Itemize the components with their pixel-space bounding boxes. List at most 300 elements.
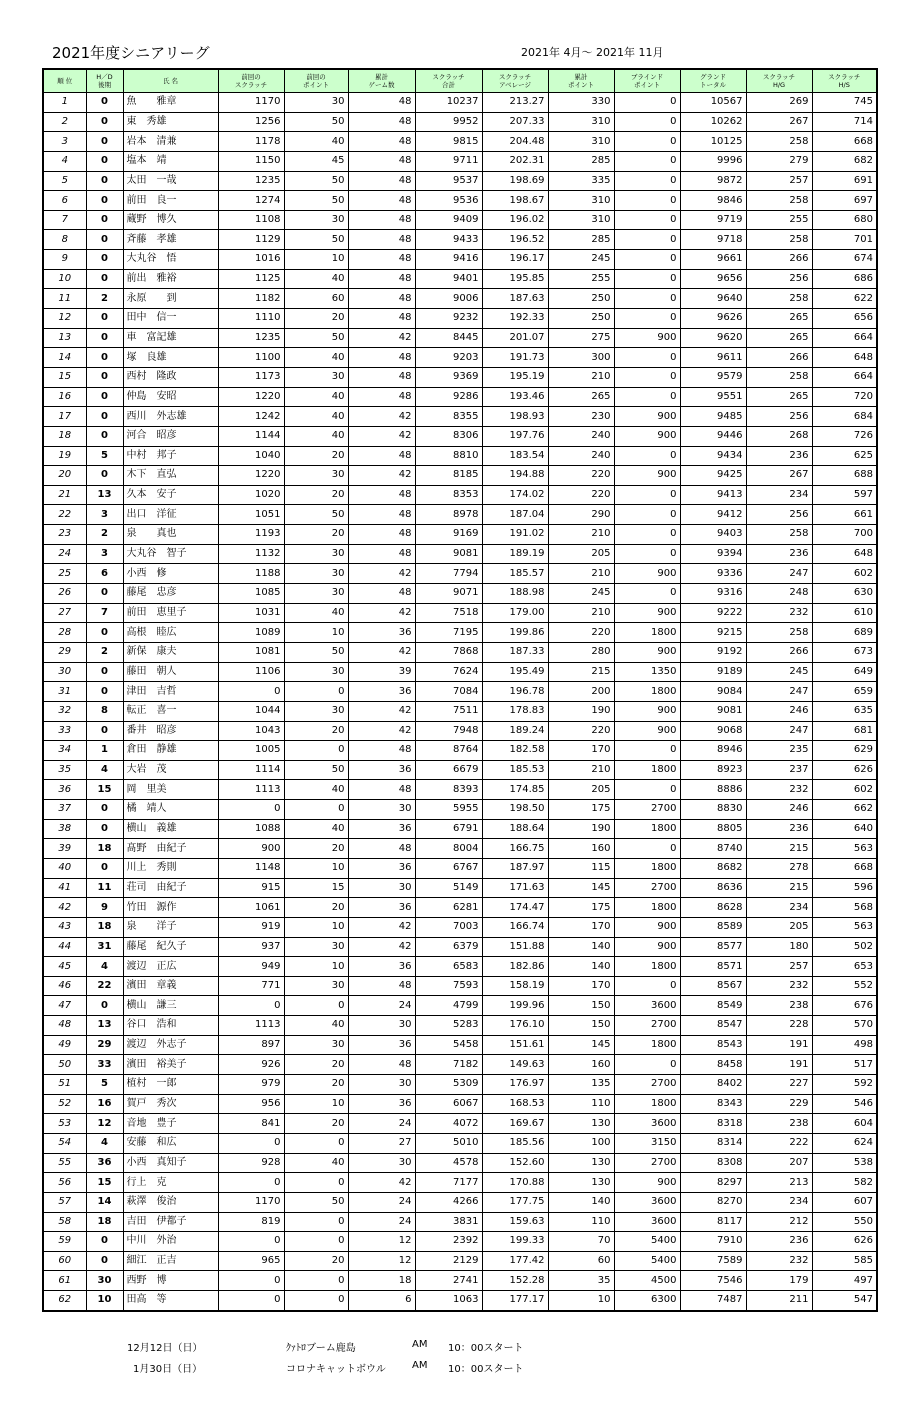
table-cell: 8185: [415, 466, 482, 486]
table-cell: 169.67: [482, 1114, 548, 1134]
table-cell: 1235: [218, 328, 284, 348]
table-cell: 310: [548, 210, 614, 230]
table-cell: 8886: [680, 780, 746, 800]
table-cell: 9084: [680, 682, 746, 702]
table-cell: 8571: [680, 957, 746, 977]
table-cell: 176.97: [482, 1075, 548, 1095]
table-cell: 塩本 靖: [123, 151, 218, 171]
table-cell: 0: [86, 858, 123, 878]
table-cell: 245: [746, 662, 812, 682]
table-cell: 50: [284, 1192, 348, 1212]
table-cell: 182.58: [482, 741, 548, 761]
table-cell: 179: [746, 1271, 812, 1291]
table-cell: 8636: [680, 878, 746, 898]
table-cell: 61: [43, 1271, 86, 1291]
table-cell: 191: [746, 1055, 812, 1075]
table-cell: 232: [746, 603, 812, 623]
table-cell: 9996: [680, 151, 746, 171]
table-cell: 0: [86, 93, 123, 113]
table-cell: 130: [548, 1114, 614, 1134]
table-cell: 西村 隆政: [123, 367, 218, 387]
table-cell: 10: [284, 250, 348, 270]
table-cell: 9068: [680, 721, 746, 741]
table-row: [43, 1192, 877, 1212]
table-cell: 220: [548, 485, 614, 505]
table-cell: 23: [43, 525, 86, 545]
table-cell: 9718: [680, 230, 746, 250]
column-header: 前回の ポイント: [284, 69, 348, 93]
table-cell: 185.57: [482, 564, 548, 584]
table-row: [43, 1291, 877, 1311]
table-cell: 4: [86, 760, 123, 780]
table-cell: 0: [86, 210, 123, 230]
table-cell: 42: [348, 603, 415, 623]
table-cell: 310: [548, 112, 614, 132]
table-cell: 552: [812, 976, 877, 996]
table-cell: 1040: [218, 446, 284, 466]
table-cell: 24: [348, 1192, 415, 1212]
table-cell: 0: [614, 525, 680, 545]
table-cell: 3: [86, 505, 123, 525]
table-cell: 0: [86, 662, 123, 682]
table-cell: 9815: [415, 132, 482, 152]
table-cell: 900: [614, 426, 680, 446]
table-cell: 640: [812, 819, 877, 839]
table-cell: 0: [218, 1271, 284, 1291]
table-cell: 5955: [415, 800, 482, 820]
table-cell: 238: [746, 996, 812, 1016]
page-title: 2021年度シニアリーグ: [52, 44, 210, 62]
table-cell: 40: [284, 780, 348, 800]
table-cell: 668: [812, 132, 877, 152]
table-cell: 1800: [614, 819, 680, 839]
table-cell: 1129: [218, 230, 284, 250]
table-row: [43, 485, 877, 505]
table-cell: 48: [348, 269, 415, 289]
table-cell: 174.02: [482, 485, 548, 505]
table-cell: 204.48: [482, 132, 548, 152]
table-cell: 渡辺 正広: [123, 957, 218, 977]
table-cell: 9952: [415, 112, 482, 132]
table-cell: 18: [86, 1212, 123, 1232]
table-cell: 7589: [680, 1251, 746, 1271]
table-cell: 1113: [218, 780, 284, 800]
table-cell: 198.67: [482, 191, 548, 211]
table-cell: 10262: [680, 112, 746, 132]
table-cell: 5: [43, 171, 86, 191]
table-cell: 258: [746, 132, 812, 152]
table-cell: 175: [548, 898, 614, 918]
table-cell: 629: [812, 741, 877, 761]
table-cell: 29: [43, 642, 86, 662]
table-cell: 130: [548, 1173, 614, 1193]
table-cell: 0: [284, 1212, 348, 1232]
table-cell: 900: [614, 603, 680, 623]
table-cell: 9081: [415, 544, 482, 564]
table-cell: 280: [548, 642, 614, 662]
table-cell: 949: [218, 957, 284, 977]
table-cell: 635: [812, 701, 877, 721]
table-cell: 900: [614, 642, 680, 662]
table-cell: 290: [548, 505, 614, 525]
table-cell: 212: [746, 1212, 812, 1232]
table-cell: 187.97: [482, 858, 548, 878]
table-cell: 田高 等: [123, 1291, 218, 1311]
table-cell: 8353: [415, 485, 482, 505]
table-cell: 50: [284, 642, 348, 662]
table-row: [43, 682, 877, 702]
table-cell: 30: [86, 1271, 123, 1291]
table-cell: 9413: [680, 485, 746, 505]
table-cell: 196.17: [482, 250, 548, 270]
table-cell: 48: [348, 485, 415, 505]
table-cell: 42: [43, 898, 86, 918]
table-cell: 1044: [218, 701, 284, 721]
table-cell: 198.93: [482, 407, 548, 427]
table-cell: 604: [812, 1114, 877, 1134]
table-cell: 150: [548, 996, 614, 1016]
table-cell: 30: [284, 937, 348, 957]
table-cell: 11: [43, 289, 86, 309]
table-cell: 0: [86, 407, 123, 427]
table-cell: 30: [43, 662, 86, 682]
table-row: [43, 957, 877, 977]
table-cell: 20: [284, 1251, 348, 1271]
table-cell: 220: [548, 623, 614, 643]
table-cell: 8402: [680, 1075, 746, 1095]
table-cell: 196.02: [482, 210, 548, 230]
table-cell: 9485: [680, 407, 746, 427]
table-cell: 津田 吉哲: [123, 682, 218, 702]
table-cell: 1173: [218, 367, 284, 387]
table-cell: 230: [548, 407, 614, 427]
table-cell: 8297: [680, 1173, 746, 1193]
table-cell: 682: [812, 151, 877, 171]
table-cell: 1114: [218, 760, 284, 780]
table-cell: 234: [746, 898, 812, 918]
table-cell: 152.28: [482, 1271, 548, 1291]
table-cell: 624: [812, 1133, 877, 1153]
table-cell: 5400: [614, 1251, 680, 1271]
table-cell: 135: [548, 1075, 614, 1095]
table-cell: 648: [812, 544, 877, 564]
table-cell: 0: [614, 112, 680, 132]
table-cell: 24: [348, 996, 415, 1016]
table-cell: 8: [43, 230, 86, 250]
table-cell: 24: [348, 1114, 415, 1134]
table-cell: 664: [812, 328, 877, 348]
table-cell: 9620: [680, 328, 746, 348]
table-cell: 濱田 章義: [123, 976, 218, 996]
table-cell: 20: [284, 839, 348, 859]
table-row: [43, 1094, 877, 1114]
table-cell: 9006: [415, 289, 482, 309]
table-cell: 1800: [614, 623, 680, 643]
table-cell: 2700: [614, 1016, 680, 1036]
table-cell: 150: [548, 1016, 614, 1036]
table-cell: 48: [348, 387, 415, 407]
table-cell: 1274: [218, 191, 284, 211]
table-cell: 10: [86, 1291, 123, 1311]
table-cell: 59: [43, 1232, 86, 1252]
table-cell: 0: [86, 250, 123, 270]
table-cell: 210: [548, 367, 614, 387]
table-cell: 237: [746, 760, 812, 780]
table-cell: 198.69: [482, 171, 548, 191]
table-cell: 174.85: [482, 780, 548, 800]
table-cell: 9661: [680, 250, 746, 270]
table-cell: 149.63: [482, 1055, 548, 1075]
table-cell: 0: [614, 1055, 680, 1075]
table-cell: 20: [284, 309, 348, 329]
table-cell: 20: [284, 446, 348, 466]
table-cell: 斉藤 孝雄: [123, 230, 218, 250]
table-cell: 40: [284, 348, 348, 368]
table-row: [43, 701, 877, 721]
table-cell: 0: [614, 269, 680, 289]
table-cell: 2: [86, 642, 123, 662]
table-cell: 648: [812, 348, 877, 368]
column-header: スクラッチ アベレージ: [482, 69, 548, 93]
table-cell: 151.88: [482, 937, 548, 957]
table-cell: 900: [614, 1173, 680, 1193]
table-cell: 7624: [415, 662, 482, 682]
table-cell: 6679: [415, 760, 482, 780]
table-cell: 33: [86, 1055, 123, 1075]
table-cell: 9169: [415, 525, 482, 545]
table-cell: 267: [746, 112, 812, 132]
table-cell: 1193: [218, 525, 284, 545]
column-header: 累計 ポイント: [548, 69, 614, 93]
table-cell: 100: [548, 1133, 614, 1153]
table-cell: 音地 豊子: [123, 1114, 218, 1134]
table-cell: 9316: [680, 584, 746, 604]
table-cell: 205: [548, 780, 614, 800]
table-cell: 42: [348, 426, 415, 446]
table-cell: 45: [284, 151, 348, 171]
table-cell: 8764: [415, 741, 482, 761]
table-cell: 木下 直弘: [123, 466, 218, 486]
table-cell: 8314: [680, 1133, 746, 1153]
table-cell: 210: [548, 525, 614, 545]
table-row: [43, 544, 877, 564]
table-cell: 2700: [614, 878, 680, 898]
table-cell: 0: [614, 289, 680, 309]
table-cell: 48: [348, 584, 415, 604]
table-cell: 倉田 静雄: [123, 741, 218, 761]
table-cell: 3: [43, 132, 86, 152]
table-cell: 269: [746, 93, 812, 113]
table-cell: 7182: [415, 1055, 482, 1075]
table-cell: 1170: [218, 1192, 284, 1212]
table-cell: 656: [812, 309, 877, 329]
table-cell: 0: [218, 1232, 284, 1252]
table-cell: 210: [548, 564, 614, 584]
table-cell: 8393: [415, 780, 482, 800]
table-cell: 183.54: [482, 446, 548, 466]
table-cell: 211: [746, 1291, 812, 1311]
table-cell: 130: [548, 1153, 614, 1173]
column-header: スクラッチ 合計: [415, 69, 482, 93]
table-row: [43, 309, 877, 329]
table-row: [43, 269, 877, 289]
table-row: [43, 760, 877, 780]
period-range: 2021年 4月～ 2021年 11月: [521, 46, 664, 59]
table-row: [43, 1153, 877, 1173]
table-cell: 9719: [680, 210, 746, 230]
table-cell: 160: [548, 839, 614, 859]
table-cell: 7593: [415, 976, 482, 996]
table-cell: 199.96: [482, 996, 548, 1016]
table-row: [43, 917, 877, 937]
table-cell: 1800: [614, 1094, 680, 1114]
table-cell: 5010: [415, 1133, 482, 1153]
table-row: [43, 642, 877, 662]
table-cell: 210: [548, 603, 614, 623]
table-row: [43, 328, 877, 348]
table-cell: 335: [548, 171, 614, 191]
table-cell: 0: [614, 741, 680, 761]
table-cell: 0: [86, 191, 123, 211]
table-cell: 42: [348, 466, 415, 486]
table-cell: 900: [614, 917, 680, 937]
table-cell: 0: [614, 485, 680, 505]
table-cell: 45: [43, 957, 86, 977]
table-cell: 30: [348, 1075, 415, 1095]
table-cell: 9232: [415, 309, 482, 329]
table-cell: 藤尾 紀久子: [123, 937, 218, 957]
table-cell: 44: [43, 937, 86, 957]
table-cell: 6281: [415, 898, 482, 918]
table-cell: 1061: [218, 898, 284, 918]
table-cell: 8830: [680, 800, 746, 820]
column-header: H／D 後期: [86, 69, 123, 93]
table-cell: 268: [746, 426, 812, 446]
table-cell: 42: [348, 564, 415, 584]
table-cell: 番井 昭彦: [123, 721, 218, 741]
table-cell: 266: [746, 348, 812, 368]
table-cell: 8117: [680, 1212, 746, 1232]
table-cell: 50: [284, 230, 348, 250]
table-cell: 8306: [415, 426, 482, 446]
table-cell: 236: [746, 1232, 812, 1252]
table-cell: 9872: [680, 171, 746, 191]
table-cell: 36: [348, 858, 415, 878]
table-cell: 7003: [415, 917, 482, 937]
table-cell: 西川 外志雄: [123, 407, 218, 427]
table-cell: 915: [218, 878, 284, 898]
table-cell: 9401: [415, 269, 482, 289]
table-cell: 12: [348, 1232, 415, 1252]
table-cell: 201.07: [482, 328, 548, 348]
table-cell: 55: [43, 1153, 86, 1173]
table-cell: 岡 里美: [123, 780, 218, 800]
table-cell: 萩澤 俊治: [123, 1192, 218, 1212]
table-cell: 4500: [614, 1271, 680, 1291]
table-cell: 0: [86, 819, 123, 839]
table-cell: 9656: [680, 269, 746, 289]
table-row: [43, 426, 877, 446]
table-cell: 234: [746, 485, 812, 505]
table-cell: 668: [812, 858, 877, 878]
table-cell: 9536: [415, 191, 482, 211]
table-cell: 236: [746, 544, 812, 564]
table-cell: 215: [548, 662, 614, 682]
table-cell: 267: [746, 466, 812, 486]
table-cell: 198.50: [482, 800, 548, 820]
table-cell: 7: [86, 603, 123, 623]
table-cell: 0: [284, 800, 348, 820]
table-cell: 182.86: [482, 957, 548, 977]
table-cell: 谷口 浩和: [123, 1016, 218, 1036]
table-cell: 626: [812, 760, 877, 780]
table-cell: 110: [548, 1212, 614, 1232]
table-row: [43, 662, 877, 682]
table-cell: 18: [43, 426, 86, 446]
table-cell: 502: [812, 937, 877, 957]
table-cell: 266: [746, 250, 812, 270]
table-cell: 50: [284, 171, 348, 191]
table-cell: 60: [548, 1251, 614, 1271]
table-cell: 川上 秀則: [123, 858, 218, 878]
table-cell: 54: [43, 1133, 86, 1153]
table-cell: 20: [284, 898, 348, 918]
table-cell: 9640: [680, 289, 746, 309]
table-cell: 60: [284, 289, 348, 309]
table-cell: 9446: [680, 426, 746, 446]
table-cell: 5458: [415, 1035, 482, 1055]
table-cell: 仲島 安昭: [123, 387, 218, 407]
table-cell: 205: [548, 544, 614, 564]
table-cell: 170: [548, 917, 614, 937]
table-cell: 232: [746, 1251, 812, 1271]
table-cell: 673: [812, 642, 877, 662]
table-cell: 35: [43, 760, 86, 780]
table-row: [43, 132, 877, 152]
table-cell: 330: [548, 93, 614, 113]
table-cell: 2: [86, 525, 123, 545]
table-cell: 115: [548, 858, 614, 878]
table-cell: 36: [348, 682, 415, 702]
table-cell: 9336: [680, 564, 746, 584]
table-cell: 東 秀雄: [123, 112, 218, 132]
table-cell: 32: [43, 701, 86, 721]
column-header: 前回の スクラッチ: [218, 69, 284, 93]
table-cell: 9203: [415, 348, 482, 368]
table-cell: 207.33: [482, 112, 548, 132]
table-cell: 9081: [680, 701, 746, 721]
table-cell: 4266: [415, 1192, 482, 1212]
table-cell: 210: [548, 760, 614, 780]
table-cell: 0: [284, 1291, 348, 1311]
column-header: 順 位: [43, 69, 86, 93]
table-cell: 30: [284, 544, 348, 564]
table-cell: 62: [43, 1291, 86, 1311]
table-cell: 藤田 朝人: [123, 662, 218, 682]
table-cell: 697: [812, 191, 877, 211]
table-cell: 0: [284, 741, 348, 761]
table-cell: 1188: [218, 564, 284, 584]
table-cell: 0: [86, 1251, 123, 1271]
table-cell: 0: [86, 387, 123, 407]
table-cell: 17: [43, 407, 86, 427]
table-cell: 238: [746, 1114, 812, 1134]
table-cell: 28: [43, 623, 86, 643]
table-cell: 5: [86, 446, 123, 466]
table-cell: 50: [284, 191, 348, 211]
table-cell: 0: [614, 348, 680, 368]
table-cell: 40: [284, 1016, 348, 1036]
